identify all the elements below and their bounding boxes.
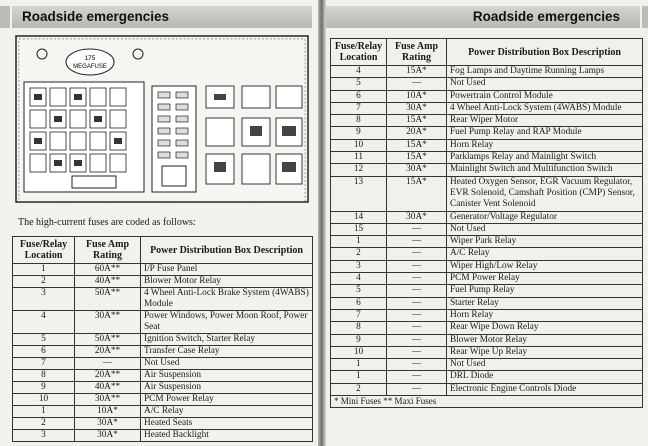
megafuse-label-2: MEGAFUSE	[73, 64, 107, 70]
fuse-description-cell: Heated Seats	[141, 418, 313, 430]
fuse-description-cell: Ignition Switch, Starter Relay	[141, 334, 313, 346]
table-row	[13, 406, 313, 418]
col-header-description: Power Distribution Box Description	[447, 39, 643, 66]
table-row	[331, 322, 643, 334]
fuse-location-cell: 7	[331, 309, 387, 321]
table-row	[13, 276, 313, 288]
table-row	[331, 383, 643, 395]
page-header-right: Roadside emergencies	[326, 6, 640, 28]
table-row	[331, 139, 643, 151]
megafuse-label: 175	[84, 55, 96, 62]
fuse-rating-cell: —	[387, 346, 447, 358]
fuse-location-cell: 4	[331, 66, 387, 78]
fuse-description-cell: Not Used	[447, 223, 643, 235]
fuse-description-cell: Rear Wipe Up Relay	[447, 346, 643, 358]
fuse-rating-cell: 20A*	[387, 127, 447, 139]
right-page	[326, 0, 648, 446]
fuse-location-cell: 1	[13, 406, 75, 418]
fuse-location-cell: 15	[331, 223, 387, 235]
fuse-description-cell: 4 Wheel Anti-Lock Brake System (4WABS) Module	[141, 288, 313, 311]
fuse-description-cell: PCM Power Relay	[141, 394, 313, 406]
fuse-description-cell: Fuel Pump Relay and RAP Module	[447, 127, 643, 139]
fuse-location-cell: 2	[331, 383, 387, 395]
fuse-description-cell: Fog Lamps and Daytime Running Lamps	[447, 66, 643, 78]
fuse-rating-cell: —	[387, 223, 447, 235]
fuse-description-cell: Powertrain Control Module	[447, 90, 643, 102]
table-row	[13, 358, 313, 370]
left-page	[0, 0, 318, 446]
table-row	[331, 90, 643, 102]
fuse-description-cell: Rear Wipe Down Relay	[447, 322, 643, 334]
table-row	[13, 394, 313, 406]
table-row	[13, 288, 313, 311]
col-header-description: Power Distribution Box Description	[141, 237, 313, 264]
fuse-location-cell: 3	[331, 260, 387, 272]
fuse-description-cell: Air Suspension	[141, 382, 313, 394]
fuse-description-cell: Heated Backlight	[141, 430, 313, 442]
fuse-description-cell: Electronic Engine Controls Diode	[447, 383, 643, 395]
table-row	[331, 102, 643, 114]
fuse-description-cell: Horn Relay	[447, 309, 643, 321]
table-footnote-row	[331, 396, 643, 408]
fuse-location-cell: 8	[331, 322, 387, 334]
fuse-coding-note: The high-current fuses are coded as follows:	[18, 217, 196, 228]
fuse-description-cell: Heated Oxygen Sensor, EGR Vacuum Regulator, EVR Solenoid, Camshaft Position (CMP) Sensor, Canister Vent Solenoid	[447, 176, 643, 211]
fuse-rating-cell: —	[387, 297, 447, 309]
fuse-location-cell: 10	[331, 139, 387, 151]
fuse-rating-cell: 50A**	[75, 334, 141, 346]
table-row	[13, 311, 313, 334]
table-header-row	[331, 39, 643, 66]
header-marker-right	[642, 6, 648, 28]
fuse-description-cell: Starter Relay	[447, 297, 643, 309]
col-header-rating: Fuse Amp Rating	[387, 39, 447, 66]
fuse-description-cell: Not Used	[447, 359, 643, 371]
fuse-description-cell: Not Used	[141, 358, 313, 370]
fuse-rating-cell: 40A**	[75, 382, 141, 394]
table-row	[331, 359, 643, 371]
fuse-rating-cell: 15A*	[387, 139, 447, 151]
fuse-location-cell: 5	[331, 78, 387, 90]
table-row	[331, 164, 643, 176]
fuse-location-cell: 10	[13, 394, 75, 406]
fuse-location-cell: 1	[331, 359, 387, 371]
fuse-location-cell: 11	[331, 152, 387, 164]
table-row	[331, 152, 643, 164]
col-header-location: Fuse/Relay Location	[331, 39, 387, 66]
fuse-location-cell: 8	[331, 115, 387, 127]
fuse-rating-cell: —	[387, 322, 447, 334]
fuse-location-cell: 1	[331, 236, 387, 248]
fuse-rating-cell: —	[387, 334, 447, 346]
fuse-rating-cell: 30A*	[387, 211, 447, 223]
fuse-description-cell: Wiper High/Low Relay	[447, 260, 643, 272]
fuse-rating-cell: 10A*	[387, 90, 447, 102]
fuse-rating-cell: —	[387, 248, 447, 260]
fuse-description-cell: I/P Fuse Panel	[141, 264, 313, 276]
table-row	[13, 346, 313, 358]
table-row	[331, 66, 643, 78]
fuse-rating-cell: 30A**	[75, 394, 141, 406]
table-row	[331, 260, 643, 272]
fuse-location-cell: 10	[331, 346, 387, 358]
table-row	[331, 236, 643, 248]
fuse-description-cell: Blower Motor Relay	[447, 334, 643, 346]
fuse-location-cell: 4	[331, 273, 387, 285]
table-row	[13, 430, 313, 442]
fuse-rating-cell: 30A**	[75, 311, 141, 334]
fuse-description-cell: Rear Wiper Motor	[447, 115, 643, 127]
table-row	[331, 176, 643, 211]
fuse-description-cell: A/C Relay	[447, 248, 643, 260]
fuse-description-cell: Generator/Voltage Regulator	[447, 211, 643, 223]
table-row	[331, 223, 643, 235]
col-header-location: Fuse/Relay Location	[13, 237, 75, 264]
table-row	[331, 248, 643, 260]
fuse-rating-cell: —	[387, 309, 447, 321]
fuse-description-cell: Transfer Case Relay	[141, 346, 313, 358]
fuse-description-cell: Fuel Pump Relay	[447, 285, 643, 297]
fuse-table-left	[12, 236, 313, 442]
fuse-location-cell: 2	[13, 418, 75, 430]
fuse-rating-cell: 15A*	[387, 176, 447, 211]
table-row	[331, 78, 643, 90]
fuse-description-cell: DRL Diode	[447, 371, 643, 383]
fuse-table-right	[330, 38, 643, 408]
fuse-rating-cell: 15A*	[387, 66, 447, 78]
fuse-rating-cell: —	[75, 358, 141, 370]
fuse-location-cell: 9	[331, 334, 387, 346]
fuse-description-cell: Power Windows, Power Moon Roof, Power Seat	[141, 311, 313, 334]
fuse-rating-cell: 20A**	[75, 370, 141, 382]
fuse-rating-cell: 30A*	[387, 102, 447, 114]
fuse-location-cell: 13	[331, 176, 387, 211]
table-row	[331, 127, 643, 139]
fuse-rating-cell: —	[387, 236, 447, 248]
table-row	[13, 418, 313, 430]
table-row	[13, 334, 313, 346]
fuse-location-cell: 7	[331, 102, 387, 114]
fuse-rating-cell: —	[387, 285, 447, 297]
table-row	[331, 285, 643, 297]
fuse-description-cell: Blower Motor Relay	[141, 276, 313, 288]
fuse-location-cell: 4	[13, 311, 75, 334]
col-header-rating: Fuse Amp Rating	[75, 237, 141, 264]
fuse-rating-cell: 40A**	[75, 276, 141, 288]
fuse-rating-cell: —	[387, 359, 447, 371]
table-row	[331, 371, 643, 383]
fuse-type-footnote: * Mini Fuses ** Maxi Fuses	[331, 396, 643, 408]
table-row	[13, 382, 313, 394]
fuse-description-cell: Horn Relay	[447, 139, 643, 151]
fuse-rating-cell: 30A*	[387, 164, 447, 176]
fuse-rating-cell: —	[387, 260, 447, 272]
fuse-rating-cell: —	[387, 78, 447, 90]
fuse-rating-cell: 30A*	[75, 430, 141, 442]
fuse-rating-cell: 15A*	[387, 152, 447, 164]
table-row	[331, 273, 643, 285]
fuse-description-cell: PCM Power Relay	[447, 273, 643, 285]
fuse-location-cell: 5	[13, 334, 75, 346]
table-row	[13, 370, 313, 382]
fuse-box-diagram	[12, 34, 312, 206]
fuse-location-cell: 3	[13, 430, 75, 442]
table-row	[331, 211, 643, 223]
fuse-rating-cell: —	[387, 383, 447, 395]
book-gutter	[318, 0, 326, 446]
table-header-row	[13, 237, 313, 264]
table-row	[331, 346, 643, 358]
table-row	[13, 264, 313, 276]
table-row	[331, 297, 643, 309]
table-row	[331, 309, 643, 321]
fuse-description-cell: A/C Relay	[141, 406, 313, 418]
fuse-location-cell: 3	[13, 288, 75, 311]
fuse-rating-cell: —	[387, 273, 447, 285]
table-row	[331, 334, 643, 346]
fuse-location-cell: 12	[331, 164, 387, 176]
page-header: Roadside emergencies	[12, 6, 312, 28]
fuse-location-cell: 1	[331, 371, 387, 383]
fuse-location-cell: 7	[13, 358, 75, 370]
fuse-description-cell: 4 Wheel Anti-Lock System (4WABS) Module	[447, 102, 643, 114]
fuse-location-cell: 2	[331, 248, 387, 260]
fuse-rating-cell: 30A*	[75, 418, 141, 430]
fuse-description-cell: Air Suspension	[141, 370, 313, 382]
fuse-location-cell: 2	[13, 276, 75, 288]
fuse-location-cell: 9	[13, 382, 75, 394]
fuse-location-cell: 6	[331, 90, 387, 102]
fuse-description-cell: Mainlight Switch and Multifunction Switch	[447, 164, 643, 176]
fuse-rating-cell: 60A**	[75, 264, 141, 276]
fuse-location-cell: 14	[331, 211, 387, 223]
fuse-location-cell: 6	[13, 346, 75, 358]
fuse-rating-cell: 10A*	[75, 406, 141, 418]
fuse-location-cell: 8	[13, 370, 75, 382]
fuse-description-cell: Parklamps Relay and Mainlight Switch	[447, 152, 643, 164]
fuse-description-cell: Wiper Park Relay	[447, 236, 643, 248]
fuse-rating-cell: 50A**	[75, 288, 141, 311]
fuse-location-cell: 5	[331, 285, 387, 297]
table-row	[331, 115, 643, 127]
fuse-location-cell: 6	[331, 297, 387, 309]
fuse-rating-cell: 15A*	[387, 115, 447, 127]
fuse-location-cell: 9	[331, 127, 387, 139]
fuse-rating-cell: 20A**	[75, 346, 141, 358]
fuse-location-cell: 1	[13, 264, 75, 276]
fuse-rating-cell: —	[387, 371, 447, 383]
header-marker	[0, 6, 10, 28]
fuse-description-cell: Not Used	[447, 78, 643, 90]
